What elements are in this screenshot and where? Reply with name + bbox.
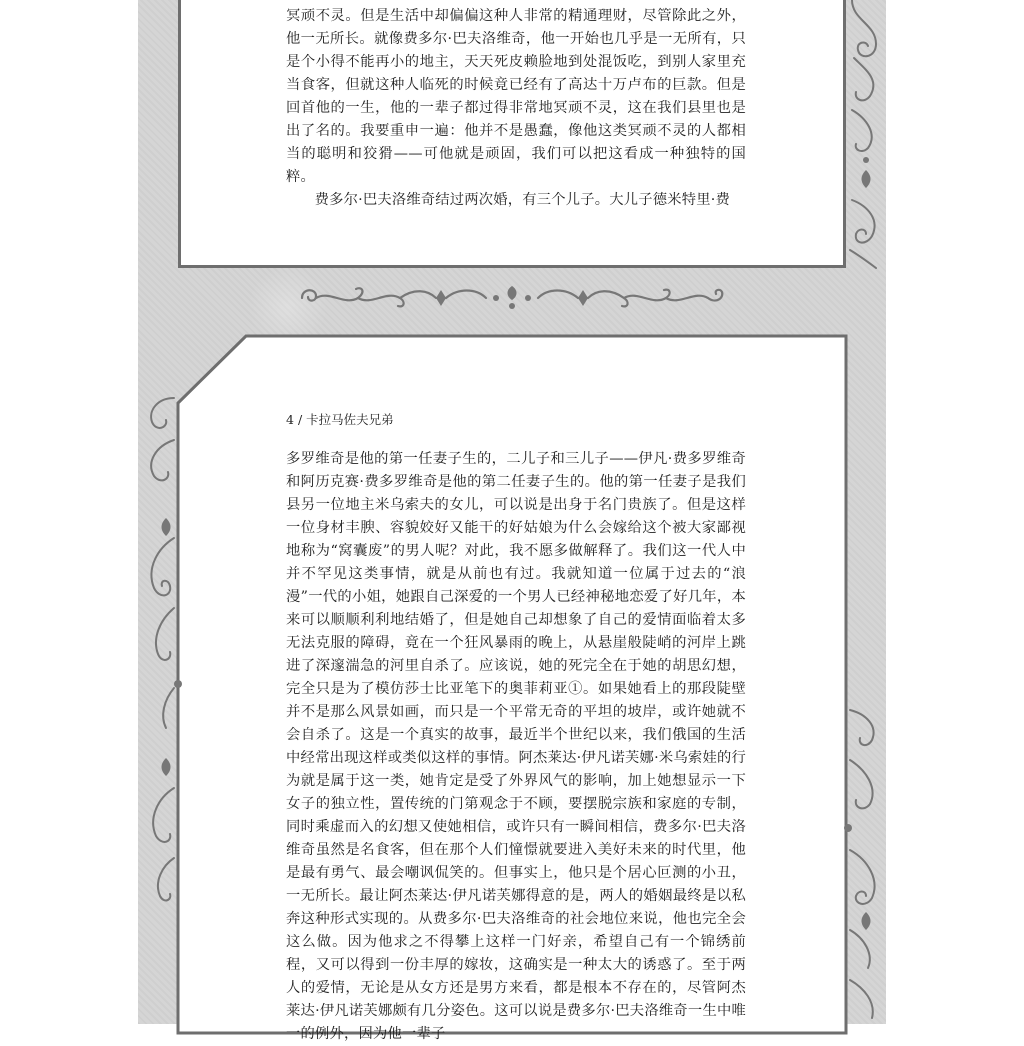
filigree-scroll-right-icon (846, 700, 886, 1024)
filigree-scroll-left-icon (138, 388, 180, 1024)
running-header (286, 410, 394, 428)
top-paragraph-2: 费多尔·巴夫洛维奇结过两次婚，有三个儿子。大儿子德米特里·费 (314, 192, 730, 208)
book-title: 卡拉马佐夫兄弟 (306, 412, 394, 427)
bottom-page-text (286, 448, 746, 1042)
top-page-text (286, 5, 746, 212)
top-paragraph-1: 冥顽不灵。但是生活中却偏偏这种人非常的精通理财，尽管除此之外，他一无所长。就像费多尔·巴夫洛维奇，他一开始也几乎是一无所有，只是个小得不能再小的地主，天天死皮赖脸地到处混饭吃，到别人家里充当食客，但就这种人临死的时候竟已经有了高达十万卢布的巨款。但是回首他的一生，他的一辈子都过得非常地冥顽不灵，这在我们县里也是出了名的。我要重申一遍：他并不是愚蠢，像他这类冥顽不灵的人都相当的聪明和狡猾——可他就是顽固，我们可以把这看成一种独特的国粹。 (286, 8, 746, 185)
filigree-scroll-right-upper-icon (846, 0, 886, 275)
page-number: 4 (286, 412, 294, 427)
bottom-paragraph-1: 多罗维奇是他的第一任妻子生的，二儿子和三儿子——伊凡·费多罗维奇和阿历克赛·费多罗维奇是他的第二任妻子生的。他的第一任妻子是我们县另一位地主米乌索夫的女儿，可以说是出身于名门贵族了。但是这样一位身材丰腴、容貌姣好又能干的好姑娘为什么会嫁给这个被大家鄙视地称为“窝囊废”的男人呢？对此，我不愿多做解释了。我们这一代人中并不罕见这类事情，就是从前也有过。我就知道一位属于过去的“浪漫”一代的小姐，她跟自己深爱的一个男人已经神秘地恋爱了好几年，本来可以顺顺利利地结婚了，但是她自己却想象了自己的爱情面临着太多无法克服的障碍，竟在一个狂风暴雨的晚上，从悬崖般陡峭的河岸上跳进了深邃湍急的河里自杀了。应该说，她的死完全在于她的胡思幻想，完全只是为了模仿莎士比亚笔下的奥菲莉亚①。如果她看上的那段陡壁并不是那么风景如画，而只是一个平常无奇的平坦的坡岸，或许她就不会自杀了。这是一个真实的故事，最近半个世纪以来，我们俄国的生活中经常出现这样或类似这样的事情。阿杰莱达·伊凡诺芙娜·米乌索娃的行为就是属于这一类，她肯定是受了外界风气的影响，加上她想显示一下女子的独立性，置传统的门第观念于不顾，要摆脱宗族和家庭的专制，同时乘虚而入的幻想又使她相信，或许只有一瞬间相信，费多尔·巴夫洛维奇虽然是名食客，但在那个人们憧憬就要进入美好未来的时代里，他是最有勇气、最会嘲讽侃笑的。但事实上，他只是个居心叵测的小丑，一无所长。最让阿杰莱达·伊凡诺芙娜得意的是，两人的婚姻最终是以私奔这种形式实现的。从费多尔·巴夫洛维奇的社会地位来说，他也完全会这么做。因为他求之不得攀上这样一门好亲，希望自己有一个锦绣前程，又可以得到一份丰厚的嫁妆，这确实是一种太大的诱惑了。至于两人的爱情，无论是从女方还是男方来看，都是根本不存在的，尽管阿杰莱达·伊凡诺芙娜颇有几分姿色。这可以说是费多尔·巴夫洛维奇一生中唯一的例外，因为他一辈子 (286, 451, 746, 1042)
scroll-flourish-divider-icon (296, 280, 728, 316)
header-separator: / (297, 412, 303, 427)
